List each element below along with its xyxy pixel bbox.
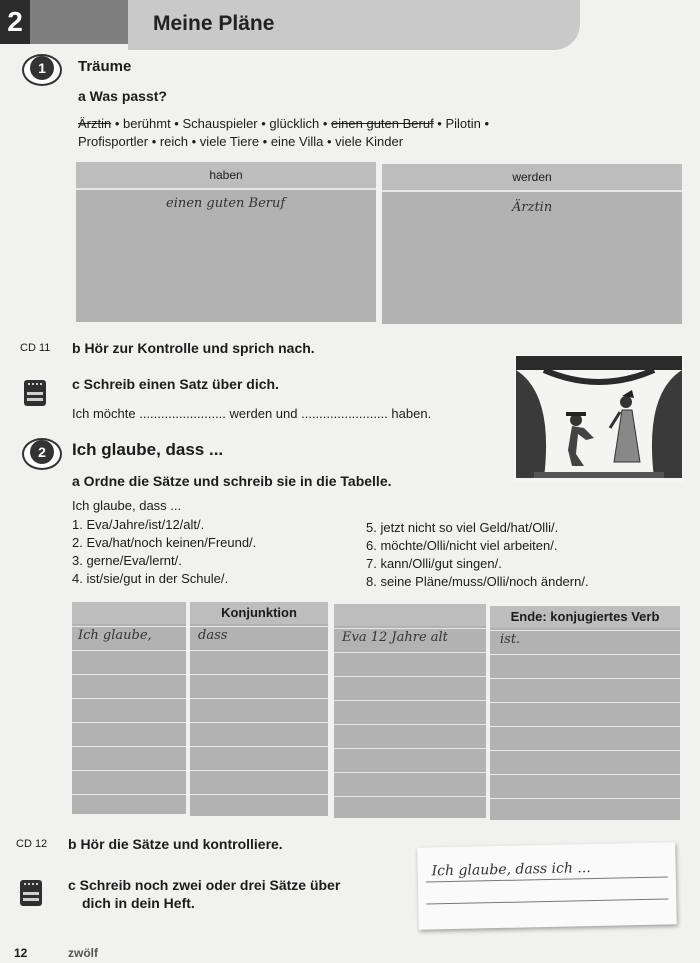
page-number: 12 <box>14 946 28 960</box>
sentence-part: haben. <box>391 406 432 421</box>
table-example-werden: Ärztin <box>512 200 553 215</box>
table2-header-1 <box>72 602 186 624</box>
fill-in-sentence <box>72 406 431 421</box>
page-title: Meine Pläne <box>153 12 275 35</box>
list-item: 8. seine Pläne/muss/Olli/noch ändern/. <box>366 574 589 589</box>
example-note-card <box>417 842 677 929</box>
cd-label-1: CD 11 <box>20 342 51 354</box>
note-text: Ich glaube, dass ich ... <box>431 860 591 880</box>
list-item: 7. kann/Olli/gut singen/. <box>366 556 502 571</box>
table-header-werden: werden <box>382 164 682 192</box>
table-haben-column <box>76 162 376 322</box>
chapter-number: 2 <box>0 0 30 44</box>
table-werden-column <box>382 164 682 324</box>
table2-column-1 <box>72 602 186 814</box>
header-band <box>30 0 128 44</box>
list-item: 4. ist/sie/gut in der Schule/. <box>72 571 229 586</box>
table2-header-3 <box>334 604 486 626</box>
exercise-1c-title: c Schreib einen Satz über dich. <box>72 376 279 392</box>
table2-example-2: dass <box>198 628 228 643</box>
table-header-haben: haben <box>76 162 376 190</box>
exercise-1-title: Träume <box>78 58 132 75</box>
table2-column-4 <box>490 606 680 820</box>
cd-label-2: CD 12 <box>16 838 48 850</box>
writing-icon <box>24 380 46 406</box>
table2-header-ende: Ende: konjugiertes Verb <box>490 606 680 628</box>
table-example-haben: einen guten Beruf <box>166 196 286 211</box>
sentence-list-right <box>366 519 589 591</box>
exercise-2-title: Ich glaube, dass ... <box>72 440 224 459</box>
list-item: 2. Eva/hat/noch keinen/Freund/. <box>72 535 257 550</box>
exercise-1b-text: b Hör zur Kontrolle und sprich nach. <box>72 340 315 356</box>
intro-text: Ich glaube, dass ... <box>72 498 182 513</box>
list-item: 3. gerne/Eva/lernt/. <box>72 553 182 568</box>
list-item: 6. möchte/Olli/nicht viel arbeiten/. <box>366 538 558 553</box>
stage-scene-illustration <box>514 354 684 482</box>
exercise-2c-line1: c Schreib noch zwei oder drei Sätze über <box>68 877 341 893</box>
table2-example-3: Eva 12 Jahre alt <box>342 630 448 645</box>
word-item: • Pilotin • <box>433 116 490 131</box>
exercise-2a-title: a Ordne die Sätze und schreib sie in die Tabelle. <box>72 473 392 489</box>
table2-example-1: Ich glaube, <box>78 628 152 643</box>
page-number-word: zwölf <box>68 946 98 960</box>
word-item: • berühmt • Schauspieler • glücklich • <box>111 116 332 131</box>
word-list-line-1 <box>78 116 489 131</box>
sentence-part: Ich möchte <box>72 406 136 421</box>
exercise-2-number: 2 <box>30 440 54 464</box>
sentence-part: werden und <box>229 406 298 421</box>
word-list-line-2: Profisportler • reich • viele Tiere • eine Villa • viele Kinder <box>78 134 404 149</box>
table2-column-3 <box>334 604 486 818</box>
sentence-list-left <box>72 516 256 588</box>
blank-1: ........................ <box>139 406 226 421</box>
exercise-2b-text: b Hör die Sätze und kontrolliere. <box>68 836 283 852</box>
table2-header-konjunktion: Konjunktion <box>190 602 328 624</box>
word-item: Ärztin <box>78 116 112 131</box>
table2-column-2 <box>190 602 328 816</box>
blank-2: ........................ <box>301 406 388 421</box>
table2-example-4: ist. <box>500 632 521 647</box>
writing-icon <box>20 880 42 906</box>
exercise-1a-label: a Was passt? <box>78 88 167 104</box>
word-item: einen guten Beruf <box>331 116 434 131</box>
exercise-1-number: 1 <box>30 56 54 80</box>
exercise-2c-line2: dich in dein Heft. <box>82 895 195 911</box>
list-item: 5. jetzt nicht so viel Geld/hat/Olli/. <box>366 520 559 535</box>
list-item: 1. Eva/Jahre/ist/12/alt/. <box>72 517 205 532</box>
